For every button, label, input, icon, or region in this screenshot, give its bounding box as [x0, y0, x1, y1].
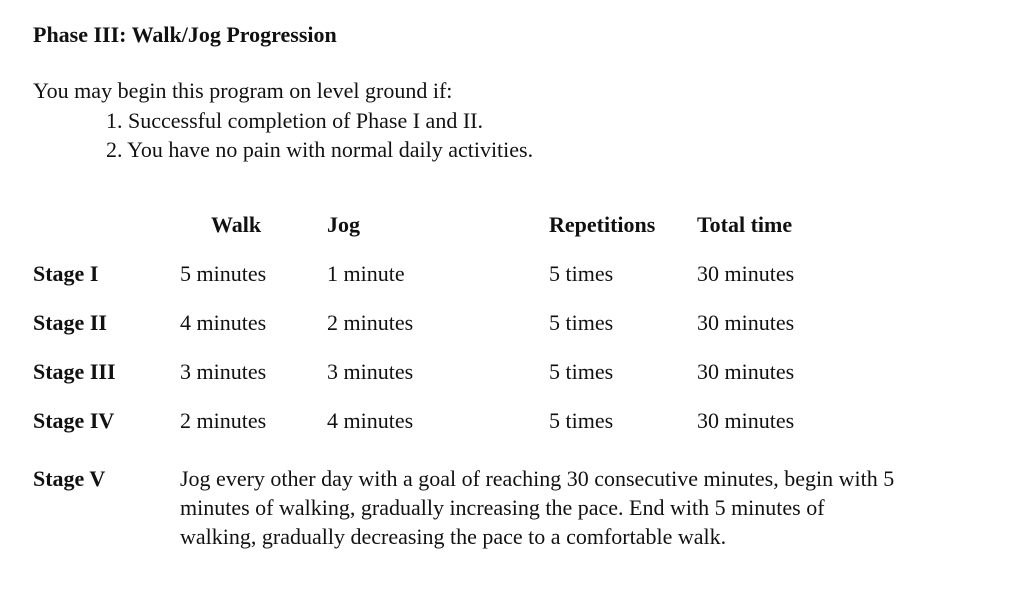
- stage-label: Stage III: [33, 359, 116, 384]
- stage-label: Stage I: [33, 261, 99, 286]
- walk-cell: 5 minutes: [180, 261, 267, 286]
- jog-cell: 3 minutes: [327, 359, 414, 384]
- total-time-cell: 30 minutes: [697, 408, 795, 433]
- criteria-list: [106, 106, 533, 164]
- stage-label: Stage II: [33, 310, 107, 335]
- repetitions-cell: 5 times: [549, 359, 614, 384]
- header-repetitions: Repetitions: [549, 212, 656, 237]
- repetitions-cell: 5 times: [549, 261, 614, 286]
- stage-v-description: [180, 464, 990, 551]
- criteria-item-2: 2. You have no pain with normal daily activities.: [106, 137, 534, 162]
- stage-v-label: Stage V: [33, 466, 106, 491]
- header-jog: Jog: [327, 212, 360, 237]
- jog-cell: 2 minutes: [327, 310, 414, 335]
- total-time-cell: 30 minutes: [697, 359, 795, 384]
- walk-cell: 3 minutes: [180, 359, 267, 384]
- jog-cell: 4 minutes: [327, 408, 414, 433]
- total-time-cell: 30 minutes: [697, 310, 795, 335]
- stage-v-line: minutes of walking, gradually increasing the pace. End with 5 minutes of: [180, 495, 825, 520]
- intro-text: You may begin this program on level ground if:: [33, 78, 453, 103]
- walk-cell: 2 minutes: [180, 408, 267, 433]
- header-walk: Walk: [211, 212, 262, 237]
- stage-v-line: walking, gradually decreasing the pace to a comfortable walk.: [180, 524, 727, 549]
- criteria-item-1: 1. Successful completion of Phase I and II.: [106, 108, 483, 133]
- walk-cell: 4 minutes: [180, 310, 267, 335]
- stage-label: Stage IV: [33, 408, 115, 433]
- stage-v-line: Jog every other day with a goal of reaching 30 consecutive minutes, begin with 5: [180, 466, 895, 491]
- repetitions-cell: 5 times: [549, 408, 614, 433]
- page-title: Phase III: Walk/Jog Progression: [33, 22, 337, 47]
- total-time-cell: 30 minutes: [697, 261, 795, 286]
- header-total-time: Total time: [697, 212, 793, 237]
- repetitions-cell: 5 times: [549, 310, 614, 335]
- jog-cell: 1 minute: [327, 261, 405, 286]
